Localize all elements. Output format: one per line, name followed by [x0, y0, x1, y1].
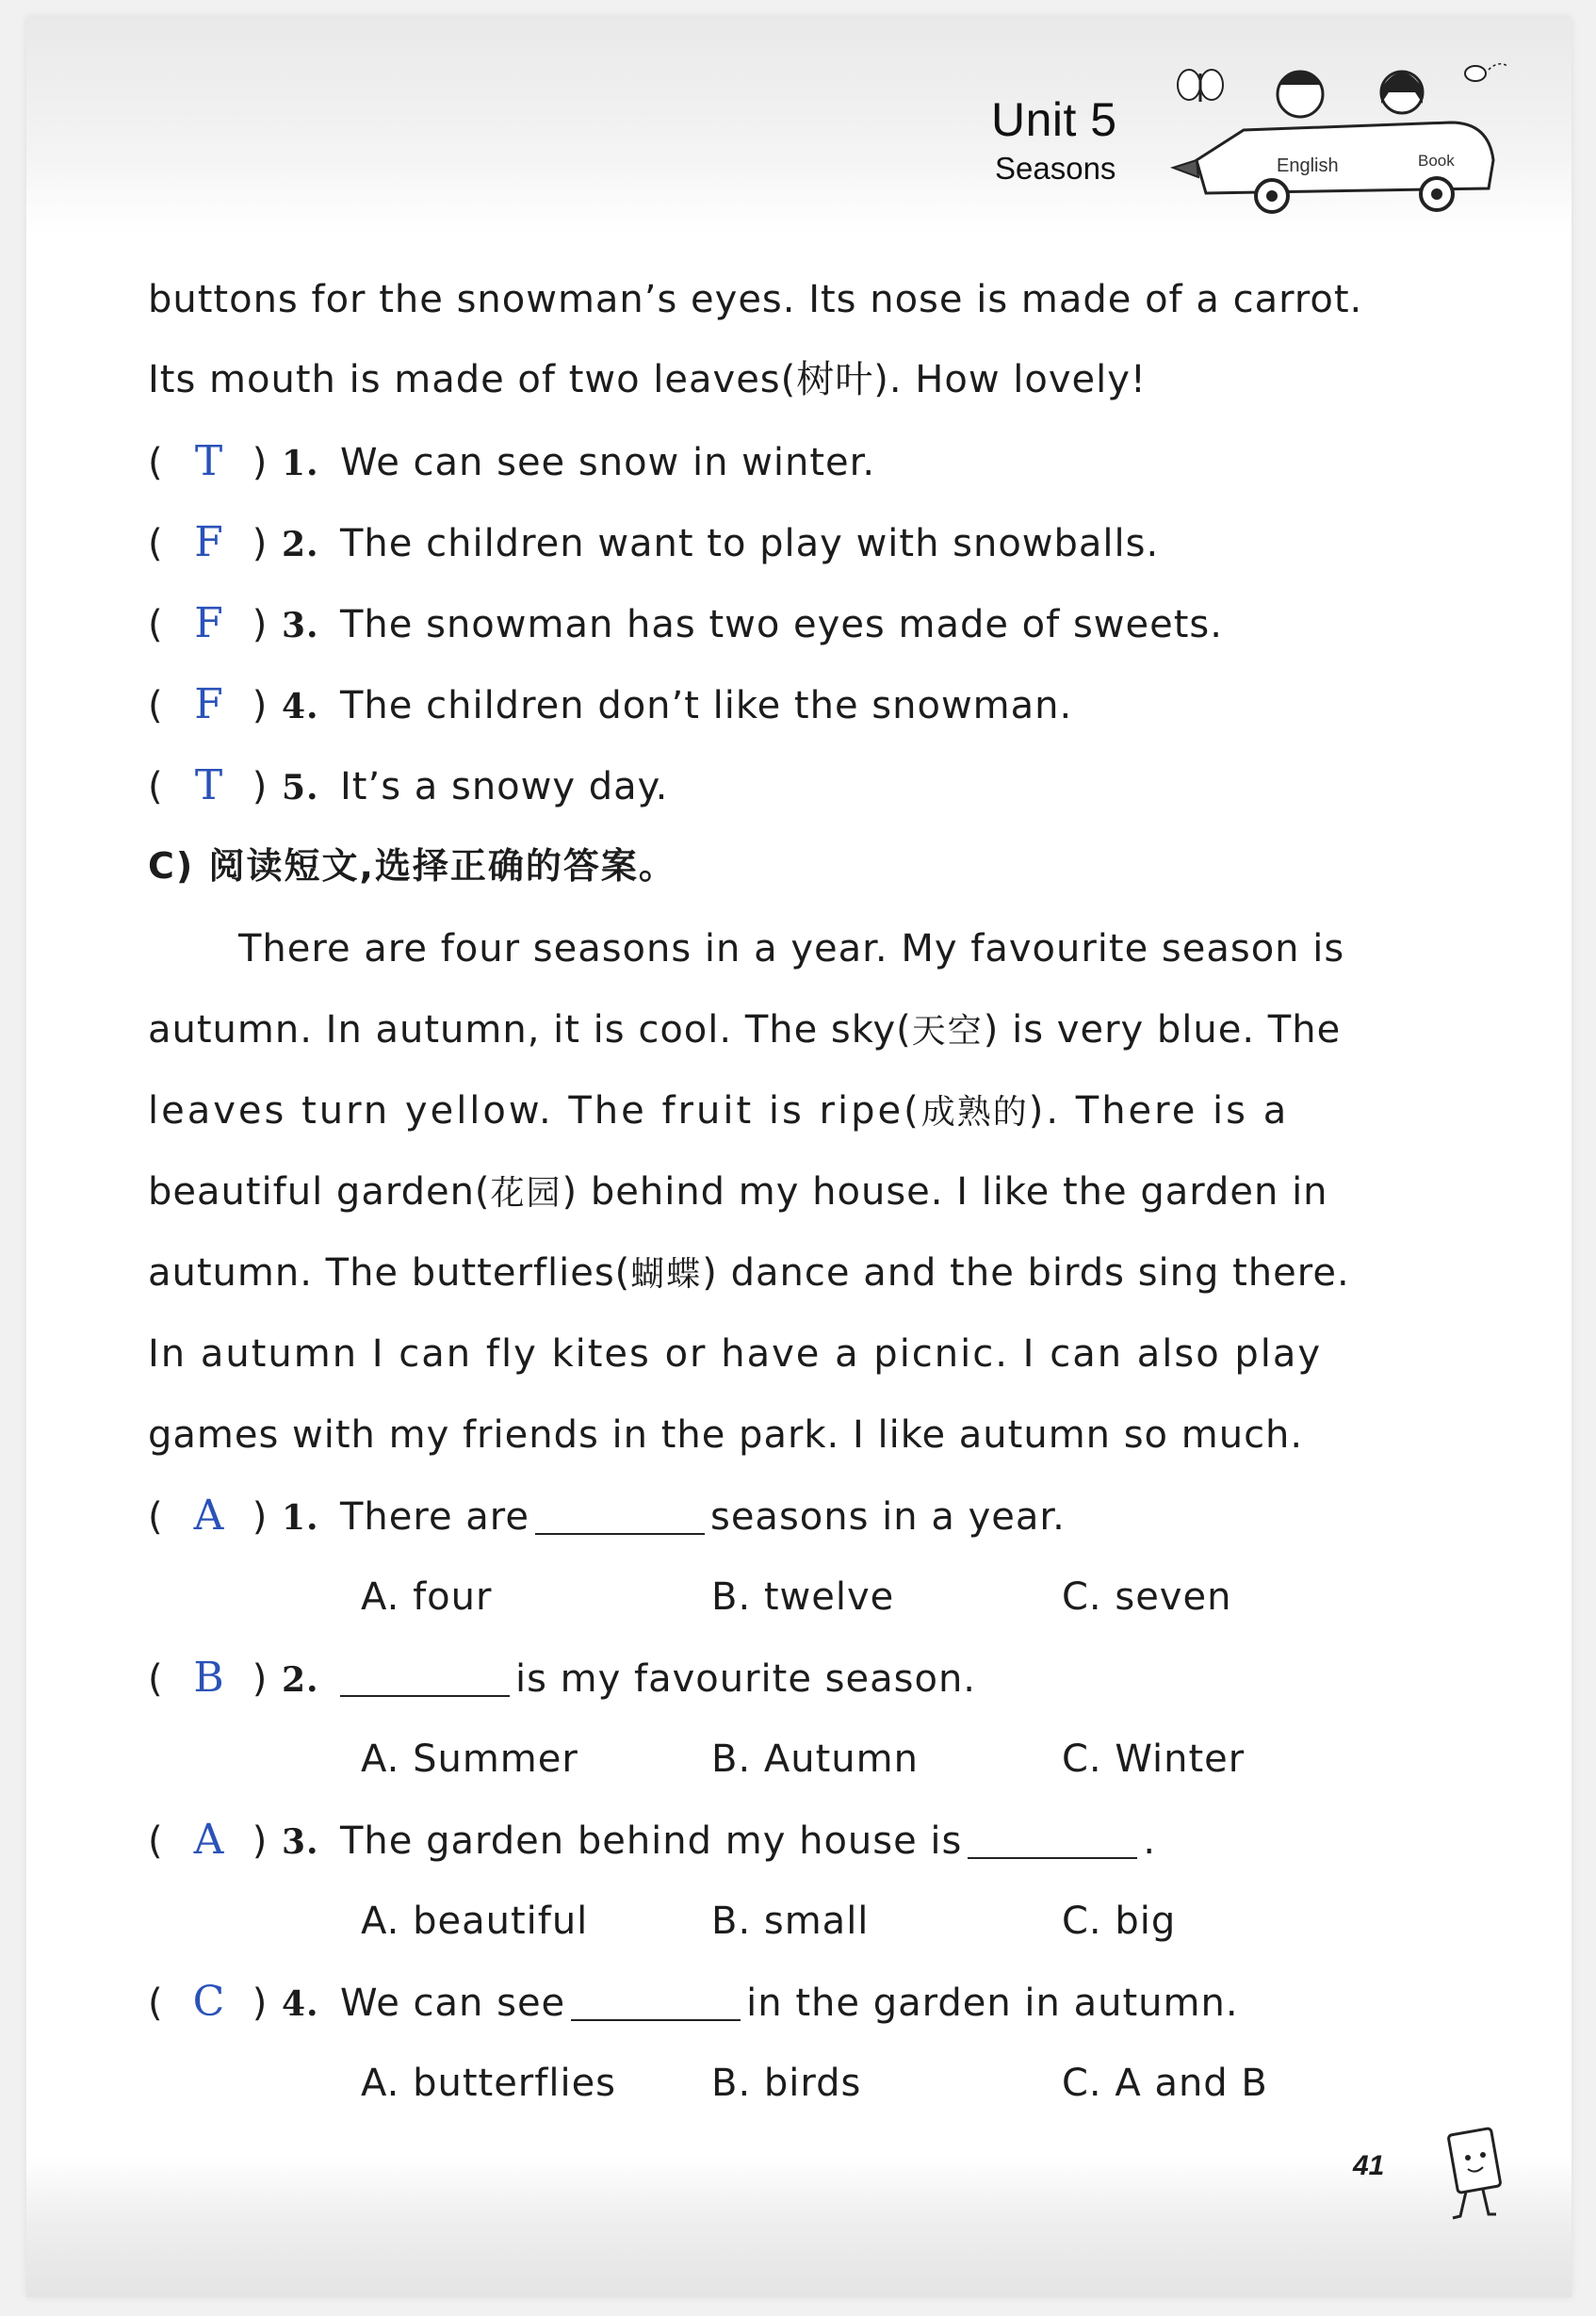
- tf-question: ( F ) 3. The snowman has two eyes made of sweets.: [148, 599, 1223, 650]
- passage-text: In autumn I can fly kites or have a picnic. I can also play: [148, 1332, 1323, 1376]
- tf-question: ( T ) 5. It’s a snowy day.: [148, 761, 668, 812]
- book-mascot-icon: [1440, 2122, 1515, 2226]
- passage-text: ) dance and the birds sing there.: [702, 1251, 1350, 1295]
- answer-blank: [535, 1495, 705, 1535]
- option-b: B. twelve: [711, 1575, 895, 1619]
- answer-mark: A: [193, 1816, 225, 1864]
- mc-question: ( C ) 4. We can see in the garden in autumn.: [148, 1978, 1239, 2029]
- footer-band: [26, 2156, 1572, 2297]
- car-label-book: Book: [1418, 152, 1455, 170]
- passage-text: leaves turn yellow. The fruit is ripe(: [148, 1089, 921, 1133]
- option-a: A. butterflies: [361, 2062, 617, 2105]
- mc-question: ( A ) 3. The garden behind my house is .: [148, 1816, 1156, 1867]
- answer-blank: [571, 1982, 741, 2021]
- unit-title: Unit 5: [991, 93, 1117, 146]
- bee-icon: [1465, 64, 1507, 81]
- question-text: The snowman has two eyes made of sweets.: [340, 603, 1223, 646]
- answer-mark: T: [194, 437, 224, 485]
- question-number: 5.: [282, 768, 319, 807]
- option-c: C. seven: [1062, 1575, 1232, 1619]
- passage-line: [148, 924, 1401, 973]
- question-text: We can see snow in winter.: [340, 441, 876, 484]
- answer-mark: F: [194, 680, 224, 728]
- option-c: C. Winter: [1062, 1737, 1246, 1781]
- question-text: seasons in a year.: [709, 1495, 1066, 1539]
- question-text: We can see: [340, 1982, 566, 2025]
- passage-line: [148, 1411, 1401, 1460]
- tf-question: ( F ) 2. The children want to play with snowballs.: [148, 518, 1159, 569]
- answer-mark: F: [194, 599, 224, 647]
- answer-blank: [340, 1657, 510, 1697]
- mc-question: ( A ) 1. There are seasons in a year.: [148, 1492, 1066, 1542]
- kids-car-illustration: [1168, 57, 1507, 221]
- passage-line: [148, 1086, 1401, 1137]
- answer-mark: C: [192, 1978, 226, 2026]
- passage-text: autumn. In autumn, it is cool. The sky(: [148, 1008, 912, 1052]
- mc-question: ( B ) 2. is my favourite season.: [148, 1654, 976, 1704]
- question-text: .: [1143, 1819, 1157, 1863]
- gloss-text: 天空: [911, 1012, 984, 1051]
- option-a: A. beautiful: [361, 1900, 589, 1943]
- tf-question: ( T ) 1. We can see snow in winter.: [148, 437, 875, 488]
- passage-line: [148, 1329, 1401, 1378]
- gloss-text: 花园: [490, 1174, 562, 1213]
- passage-line: buttons for the snowman’s eyes. Its nose is made of a carrot.: [148, 278, 1363, 321]
- passage-text: games with my friends in the park. I like autumn so much.: [148, 1413, 1304, 1457]
- question-number: 3.: [282, 1822, 319, 1862]
- passage-line: [148, 1248, 1401, 1299]
- passage-text: ) behind my house. I like the garden in: [562, 1170, 1328, 1214]
- butterfly-icon: [1178, 70, 1223, 102]
- answer-mark: B: [193, 1654, 225, 1702]
- passage-line: [148, 1167, 1401, 1218]
- option-c: C. A and B: [1062, 2062, 1268, 2105]
- passage-line: Its mouth is made of two leaves(树叶). How lovely!: [148, 358, 1147, 401]
- option-c: C. big: [1062, 1900, 1177, 1943]
- question-number: 3.: [282, 606, 319, 645]
- option-b: B. birds: [711, 2062, 862, 2105]
- passage-text: autumn. The butterflies(: [148, 1251, 631, 1295]
- question-text: in the garden in autumn.: [746, 1982, 1239, 2025]
- question-number: 1.: [282, 444, 319, 483]
- option-a: A. four: [361, 1575, 493, 1619]
- tf-question: ( F ) 4. The children don’t like the snowman.: [148, 680, 1072, 731]
- question-text: The children want to play with snowballs.: [340, 522, 1160, 565]
- question-text: The garden behind my house is: [340, 1819, 963, 1863]
- car-label-english: English: [1277, 155, 1339, 176]
- question-text: is my favourite season.: [515, 1657, 977, 1701]
- unit-subtitle: Seasons: [995, 151, 1116, 186]
- gloss-text: 成熟的: [920, 1093, 1029, 1132]
- passage-text: ) is very blue. The: [983, 1008, 1342, 1052]
- section-c-heading: C) 阅读短文,选择正确的答案。: [148, 845, 676, 887]
- answer-mark: T: [194, 761, 224, 809]
- question-number: 4.: [282, 687, 319, 726]
- question-text: The children don’t like the snowman.: [340, 684, 1073, 727]
- passage-text: ). There is a: [1028, 1089, 1290, 1133]
- answer-mark: A: [193, 1492, 225, 1540]
- question-number: 2.: [282, 1660, 319, 1700]
- answer-mark: F: [194, 518, 224, 566]
- answer-blank: [968, 1819, 1137, 1859]
- option-b: B. Autumn: [711, 1737, 919, 1781]
- question-text: There are: [340, 1495, 529, 1539]
- question-number: 4.: [282, 1984, 319, 2024]
- gloss-text: 蝴蝶: [630, 1255, 703, 1294]
- question-text: It’s a snowy day.: [340, 765, 669, 808]
- question-number: 1.: [282, 1498, 319, 1538]
- page-number: 41: [1353, 2150, 1385, 2181]
- passage-text: There are four seasons in a year. My favourite season is: [238, 927, 1345, 970]
- option-a: A. Summer: [361, 1737, 578, 1781]
- option-b: B. small: [711, 1900, 870, 1943]
- passage-text: beautiful garden(: [148, 1170, 491, 1214]
- passage-line: [148, 1005, 1401, 1056]
- question-number: 2.: [282, 525, 319, 564]
